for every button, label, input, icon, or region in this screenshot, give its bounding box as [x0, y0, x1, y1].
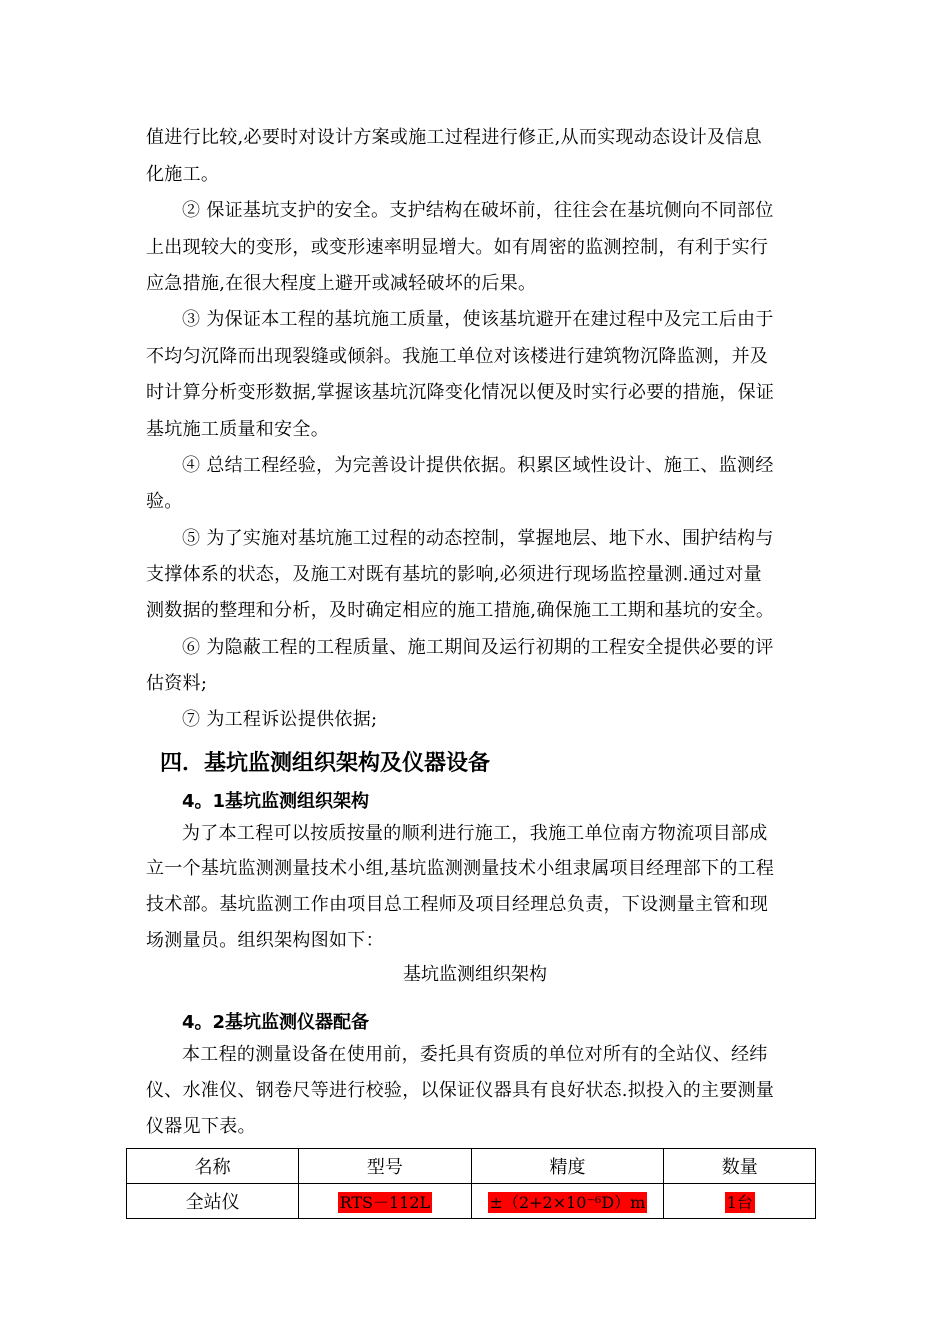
table-header-row: [127, 1149, 816, 1184]
header-model: 型号: [299, 1149, 471, 1184]
paragraph-line: 本工程的测量设备在使用前，委托具有资质的单位对所有的全站仪、经纬: [182, 1044, 768, 1065]
paragraph-line: ⑥ 为隐蔽工程的工程质量、施工期间及运行初期的工程安全提供必要的评: [182, 637, 774, 658]
table-row: [127, 1184, 816, 1219]
paragraph-line: ⑦ 为工程诉讼提供依据;: [182, 709, 378, 730]
header-name: 名称: [127, 1149, 299, 1184]
paragraph-line: ② 保证基坑支护的安全。支护结构在破坏前，往往会在基坑侧向不同部位: [182, 200, 774, 221]
paragraph-line: 不均匀沉降而出现裂缝或倾斜。我施工单位对该楼进行建筑物沉降监测，并及: [146, 346, 769, 367]
paragraph-line: 为了本工程可以按质按量的顺利进行施工，我施工单位南方物流项目部成: [182, 823, 768, 844]
cell-name: 全站仪: [127, 1184, 299, 1219]
paragraph-line: 估资料;: [146, 673, 208, 694]
highlighted-text: RTS－112L: [339, 1192, 431, 1212]
paragraph-line: 上出现较大的变形，或变形速率明显增大。如有周密的监测控制，有利于实行: [146, 237, 769, 258]
paragraph-line: 仪器见下表。: [146, 1116, 256, 1137]
paragraph-line: 时计算分析变形数据,掌握该基坑沉降变化情况以便及时实行必要的措施，保证: [146, 382, 775, 403]
paragraph-line: 技术部。基坑监测工作由项目总工程师及项目经理总负责，下设测量主管和现: [146, 894, 769, 915]
paragraph-line: 仪、水准仪、钢卷尺等进行校验，以保证仪器具有良好状态.拟投入的主要测量: [146, 1080, 775, 1101]
equipment-table: [126, 1148, 816, 1219]
paragraph-line: 应急措施,在很大程度上避开或减轻破坏的后果。: [146, 273, 537, 294]
section-heading: 四．基坑监测组织架构及仪器设备: [160, 751, 491, 776]
paragraph-line: 支撑体系的状态，及施工对既有基坑的影响,必须进行现场监控量测.通过对量: [146, 564, 762, 585]
paragraph-line: ⑤ 为了实施对基坑施工过程的动态控制，掌握地层、地下水、围护结构与: [182, 528, 774, 549]
paragraph-line: 基坑施工质量和安全。: [146, 419, 329, 440]
paragraph-line: 立一个基坑监测测量技术小组,基坑监测测量技术小组隶属项目经理部下的工程: [146, 858, 775, 879]
highlighted-text: 1台: [726, 1192, 753, 1212]
paragraph-line: 验。: [146, 491, 183, 512]
figure-caption: 基坑监测组织架构: [403, 964, 547, 985]
header-precision: 精度: [471, 1149, 664, 1184]
cell-precision: [471, 1184, 664, 1219]
header-quantity: 数量: [664, 1149, 816, 1184]
paragraph-line: 场测量员。组织架构图如下：: [146, 930, 384, 951]
paragraph-line: 值进行比较,必要时对设计方案或施工过程进行修正,从而实现动态设计及信息: [146, 127, 762, 148]
paragraph-line: ③ 为保证本工程的基坑施工质量，使该基坑避开在建过程中及完工后由于: [182, 309, 774, 330]
paragraph-line: 化施工。: [146, 164, 220, 185]
cell-quantity: [664, 1184, 816, 1219]
paragraph-line: 测数据的整理和分析，及时确定相应的施工措施,确保施工工期和基坑的安全。: [146, 600, 775, 621]
cell-model: [299, 1184, 471, 1219]
paragraph-line: ④ 总结工程经验，为完善设计提供依据。积累区域性设计、施工、监测经: [182, 455, 774, 476]
subsection-heading: 4。1基坑监测组织架构: [182, 791, 370, 812]
subsection-heading: 4。2基坑监测仪器配备: [182, 1012, 370, 1033]
highlighted-text: ±（2+2×10⁻⁶D）m: [489, 1192, 646, 1212]
